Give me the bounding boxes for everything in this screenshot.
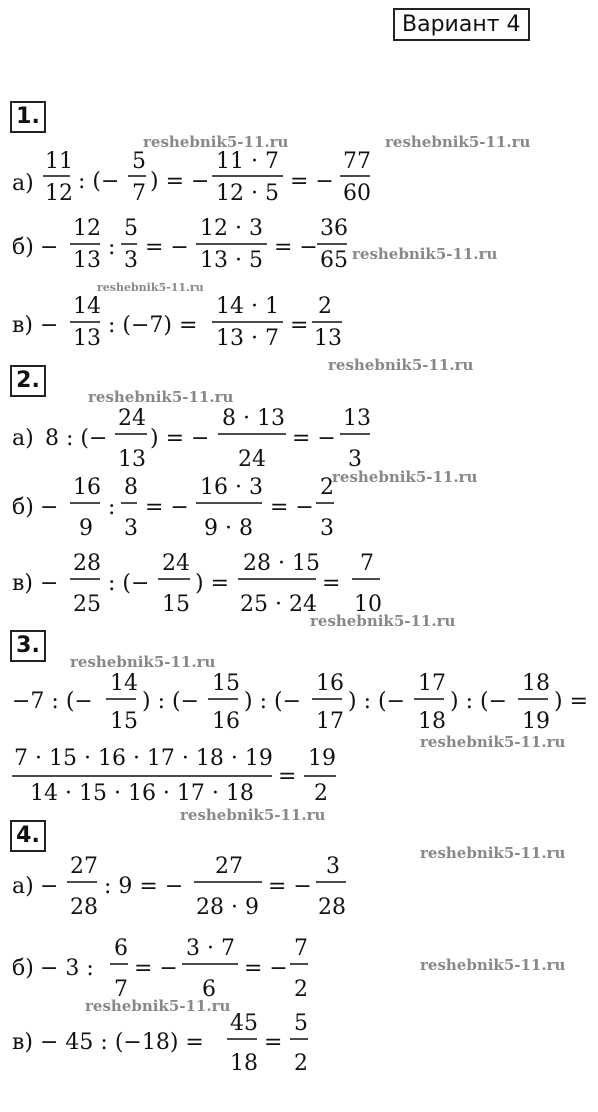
svg-text:13 · 5: 13 · 5 [200,248,263,273]
svg-text:=: = [278,764,297,789]
svg-text:= −: = − [145,235,189,260]
line-label: а) [12,171,34,196]
svg-text:) : (−: ) : (− [244,689,301,714]
task-number: 4. [10,820,46,852]
watermark: reshebnik5-11.ru [420,956,566,974]
svg-text:10: 10 [354,592,382,617]
svg-text:= −: = − [268,874,312,899]
svg-text:27: 27 [70,854,98,879]
svg-text:25 · 24: 25 · 24 [240,592,317,617]
svg-text:=: = [264,1030,283,1055]
svg-text:= −: = − [145,495,189,520]
svg-text:25: 25 [73,592,101,617]
svg-text:: 9 = −: : 9 = − [104,874,184,899]
svg-text:14: 14 [110,671,138,696]
svg-text:: (−: : (− [108,571,150,596]
svg-text:16: 16 [316,671,344,696]
svg-text:7: 7 [294,936,308,961]
svg-text:27: 27 [215,854,243,879]
svg-text:24: 24 [162,551,190,576]
svg-text:5: 5 [294,1011,308,1036]
svg-text:2: 2 [294,1051,308,1076]
svg-text:−: − [40,571,59,596]
svg-text:= −: = − [292,426,336,451]
svg-text:) : (−: ) : (− [142,689,199,714]
svg-text:13: 13 [314,326,342,351]
svg-text:45: 45 [230,1011,258,1036]
svg-text:28 · 9: 28 · 9 [196,895,259,920]
line-label: а) [12,426,34,451]
svg-text:) : (−: ) : (− [348,689,405,714]
svg-text:−: − [40,235,59,260]
svg-text:: (−: : (− [78,169,120,194]
svg-text:28: 28 [318,895,346,920]
svg-text:5: 5 [132,149,146,174]
svg-text:−7 : (−: −7 : (− [12,689,93,714]
svg-text:19: 19 [522,709,550,734]
svg-text:3 · 7: 3 · 7 [186,936,235,961]
svg-text:12 · 3: 12 · 3 [200,216,263,241]
svg-text:16: 16 [73,475,101,500]
watermark: reshebnik5-11.ru [352,245,498,263]
watermark: reshebnik5-11.ru [85,997,231,1015]
svg-text:8 · 13: 8 · 13 [222,406,285,431]
svg-text:28: 28 [70,895,98,920]
svg-text:24: 24 [118,406,146,431]
svg-text:18: 18 [230,1051,258,1076]
svg-text:11 · 7: 11 · 7 [216,149,279,174]
svg-text:13: 13 [73,326,101,351]
svg-text:=: = [290,313,309,338]
svg-text:8 : (−: 8 : (− [45,426,108,451]
svg-text:9: 9 [79,516,93,541]
line-label: б) [12,956,34,981]
watermark: reshebnik5-11.ru [180,806,326,824]
svg-text:17: 17 [316,709,344,734]
watermark: reshebnik5-11.ru [385,133,531,151]
svg-text:) : (−: ) : (− [450,689,507,714]
svg-text:12 · 5: 12 · 5 [216,181,279,206]
svg-text:18: 18 [418,709,446,734]
svg-text:13 · 7: 13 · 7 [216,326,279,351]
svg-text:6: 6 [202,977,216,1002]
watermark: reshebnik5-11.ru [332,468,478,486]
line-label: в) [12,571,33,596]
svg-text:13: 13 [118,447,146,472]
svg-text:2: 2 [294,977,308,1002]
task-number: 2. [10,365,46,397]
svg-text:77: 77 [343,149,371,174]
svg-text:3: 3 [326,854,340,879]
svg-text:7: 7 [114,977,128,1002]
svg-text:28: 28 [73,551,101,576]
svg-text:= −: = − [274,235,318,260]
svg-text:15: 15 [212,671,240,696]
svg-text:−: − [40,874,59,899]
task-number: 3. [10,630,46,662]
svg-text:= −: = − [134,956,178,981]
svg-text:=: = [322,571,341,596]
svg-text:8: 8 [124,475,138,500]
line-label: в) [12,313,33,338]
svg-text:15: 15 [110,709,138,734]
svg-text:5: 5 [124,216,138,241]
svg-text:15: 15 [162,592,190,617]
svg-text:6: 6 [114,936,128,961]
svg-text:24: 24 [238,447,266,472]
svg-text:60: 60 [343,181,371,206]
line-label: а) [12,874,34,899]
svg-text:16: 16 [212,709,240,734]
svg-text:− 3 :: − 3 : [40,956,94,981]
svg-text:2: 2 [314,781,328,806]
svg-text:) =: ) = [195,571,230,596]
line-label: б) [12,495,34,520]
watermark: reshebnik5-11.ru [310,612,456,630]
svg-text:2: 2 [318,294,332,319]
svg-text:36: 36 [320,216,348,241]
svg-text:7: 7 [360,551,374,576]
svg-text:65: 65 [320,248,348,273]
svg-text::: : [108,495,116,520]
svg-text:14 · 1: 14 · 1 [216,294,279,319]
svg-text:11: 11 [45,149,73,174]
variant-title: Вариант 4 [393,8,530,41]
svg-text:13: 13 [343,406,371,431]
svg-text:12: 12 [73,216,101,241]
svg-text:−: − [40,313,59,338]
svg-text:12: 12 [45,181,73,206]
svg-text:14: 14 [73,294,101,319]
svg-text:3: 3 [124,516,138,541]
svg-text:= −: = − [244,956,288,981]
watermark: reshebnik5-11.ru [420,844,566,862]
svg-text:7: 7 [132,181,146,206]
svg-text:14 · 15 · 16 · 17 · 18: 14 · 15 · 16 · 17 · 18 [30,781,254,806]
svg-text:) =: ) = [554,689,589,714]
svg-text:−: − [40,495,59,520]
svg-text:3: 3 [124,248,138,273]
svg-text:= −: = − [290,169,334,194]
watermark: reshebnik5-11.ru [88,388,234,406]
svg-text:28 · 15: 28 · 15 [243,551,320,576]
svg-text:− 45 : (−18) =: − 45 : (−18) = [40,1030,204,1055]
task-number: 1. [10,101,46,133]
svg-text:13: 13 [73,248,101,273]
svg-text:7 · 15 · 16 · 17 · 18 · 19: 7 · 15 · 16 · 17 · 18 · 19 [14,746,273,771]
watermark: reshebnik5-11.ru [420,733,566,751]
svg-text:16 · 3: 16 · 3 [200,475,263,500]
svg-text:: (−7) =: : (−7) = [108,313,198,338]
svg-text:= −: = − [270,495,314,520]
svg-text:3: 3 [348,447,362,472]
svg-text:17: 17 [418,671,446,696]
watermark: reshebnik5-11.ru [70,653,216,671]
watermark: reshebnik5-11.ru [328,356,474,374]
watermark: reshebnik5-11.ru [143,133,289,151]
svg-text:19: 19 [308,746,336,771]
watermark: reshebnik5-11.ru [97,281,204,294]
svg-text:9 · 8: 9 · 8 [204,516,253,541]
svg-text::: : [108,235,116,260]
line-label: в) [12,1030,33,1055]
svg-text:18: 18 [522,671,550,696]
svg-text:2: 2 [320,475,334,500]
svg-text:) = −: ) = − [150,169,210,194]
line-label: б) [12,235,34,260]
svg-text:) = −: ) = − [150,426,210,451]
svg-text:3: 3 [320,516,334,541]
